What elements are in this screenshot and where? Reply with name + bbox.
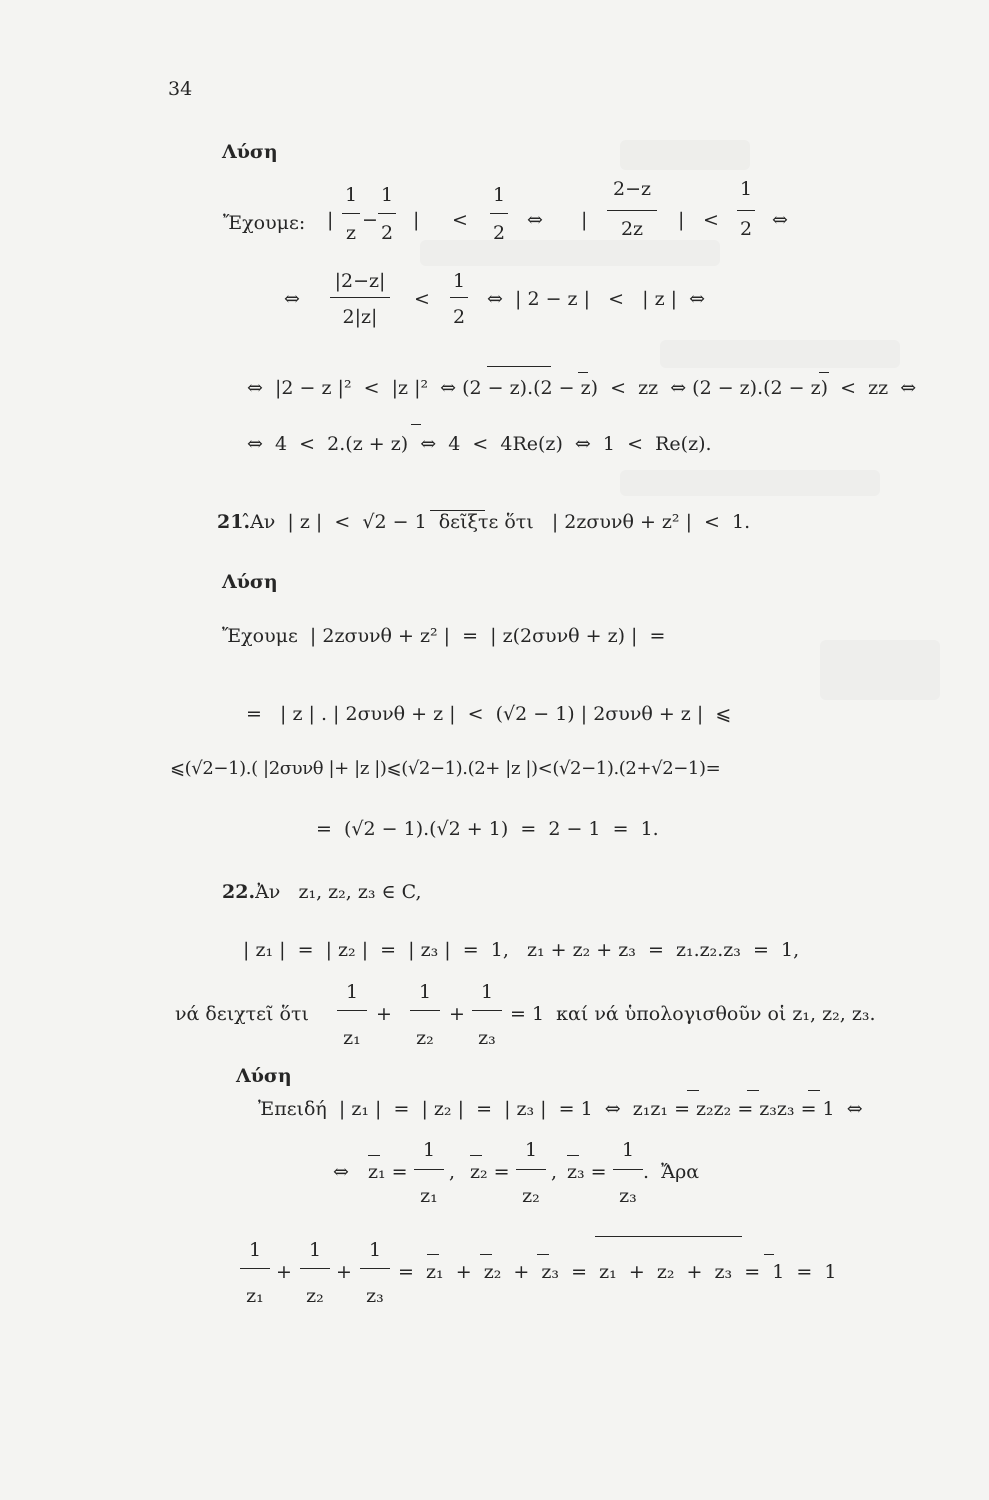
bleed-through	[660, 340, 900, 368]
exercise-text: Ἀν z₁, z₂, z₃ ∈ C,	[255, 881, 422, 903]
exercise-22-line-1	[222, 883, 422, 902]
bleed-through	[420, 240, 720, 266]
math-line-4: ⇔ 4 < 2.(z + z) ⇔ 4 < 4Re(z) ⇔ 1 < Re(z).	[247, 433, 712, 455]
ex21-line-1: Ἔχουμε | 2zσυνθ + z² | = | z(2συνθ + z) | =	[222, 625, 666, 647]
bleed-through	[620, 470, 880, 496]
conjugate-bar	[687, 1090, 699, 1091]
conjugate-bar	[808, 1090, 820, 1091]
solution-heading: Λύση	[236, 1065, 292, 1087]
conjugate-bar	[578, 372, 588, 373]
sum-result: = z₁ + z₂ + z₃ = z₁ + z₂ + z₃ = 1 = 1	[398, 1261, 837, 1283]
exercise-22-line-2: | z₁ | = | z₂ | = | z₃ | = 1, z₁ + z₂ + z₃ = z₁.z₂.z₃ = 1,	[243, 939, 800, 961]
solution-intro: Ἔχουμε:	[223, 212, 306, 234]
exercise-text: νά δειχτεῖ ὅτι	[175, 1003, 309, 1025]
conjugate-bar	[411, 424, 421, 425]
solution-heading: Λύση	[222, 141, 278, 163]
page-number: 34	[168, 78, 193, 100]
ex21-line-3: ⩽(√2−1).( |2συνθ |+ |z |)⩽(√2−1).(2+ |z |)<(√2−1).(2+√2−1)=	[170, 758, 721, 779]
ex21-line-4: = (√2 − 1).(√2 + 1) = 2 − 1 = 1.	[316, 818, 659, 840]
bleed-through	[620, 140, 750, 170]
exercise-number: 22.	[222, 881, 256, 903]
exercise-21-statement	[217, 513, 750, 532]
conjugate-bar	[747, 1090, 759, 1091]
bleed-through	[820, 640, 940, 700]
solution-heading: Λύση	[222, 571, 278, 593]
ex21-line-2: = | z | . | 2συνθ + z | < (√2 − 1) | 2συνθ + z | ⩽	[246, 703, 732, 725]
exercise-number: 21.	[217, 511, 251, 533]
sqrt-bar	[430, 510, 485, 511]
exercise-text: = 1 καί νά ὑπολογισθοῦν οἱ z₁, z₂, z₃.	[510, 1003, 876, 1025]
math-line-3: ⇔ |2 − z |² < |z |² ⇔ (2 − z).(2 − z) < zz ⇔ (2 − z).(2 − z) < zz ⇔	[247, 377, 917, 399]
ara-label: . Ἄρα	[643, 1161, 700, 1183]
ex22-sol-line-1: Ἐπειδή | z₁ | = | z₂ | = | z₃ | = 1 ⇔ z₁z₁ = z₂z₂ = z₃z₃ = 1 ⇔	[258, 1098, 863, 1120]
exercise-text: ̂Αν | z | < √2 − 1 δεῖξτε ὅτι | 2zσυνθ + z² | < 1.	[250, 511, 751, 533]
conjugate-bar	[819, 372, 829, 373]
conjugate-bar	[487, 366, 551, 367]
